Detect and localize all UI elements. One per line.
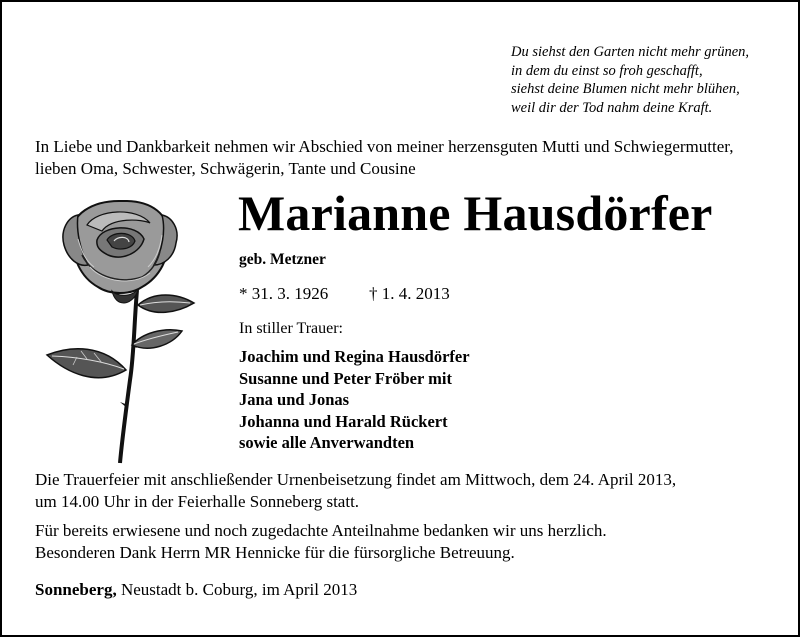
life-dates	[239, 284, 450, 304]
funeral-info	[35, 469, 780, 513]
death-date: † 1. 4. 2013	[369, 284, 450, 303]
poem-line: weil dir der Tod nahm deine Kraft.	[511, 99, 713, 116]
mourner-entry: Jana und Jonas	[239, 390, 350, 409]
mourner-entry: Susanne und Peter Fröber mit	[239, 368, 452, 388]
mourner-entry: Johanna und Harald Rückert	[239, 411, 448, 431]
place-date-line	[35, 580, 357, 600]
mourner-entry: sowie alle Anverwandten	[239, 433, 415, 452]
thanks-line: Besonderen Dank Herrn MR Hennicke für die fürsorgliche Betreuung.	[35, 543, 515, 562]
mourners-list	[239, 346, 470, 454]
intro-text	[35, 136, 780, 180]
intro-line: In Liebe und Dankbarkeit nehmen wir Abschied von meiner herzensguten Mutti und Schwiegermutter,	[35, 137, 734, 156]
poem-line: Du siehst den Garten nicht mehr grünen,	[511, 44, 750, 60]
deceased-name: Marianne Hausdörfer	[238, 185, 713, 241]
thanks-text	[35, 520, 780, 564]
footer-place: Sonneberg,	[35, 580, 117, 599]
funeral-line: um 14.00 Uhr in der Feierhalle Sonneberg statt.	[35, 492, 360, 511]
birth-name: geb. Metzner	[239, 251, 326, 268]
mourner-entry: Joachim und Regina Hausdörfer	[239, 347, 470, 366]
poem	[511, 43, 749, 117]
poem-line: siehst deine Blumen nicht mehr blühen,	[511, 81, 740, 97]
intro-line: lieben Oma, Schwester, Schwägerin, Tante und Cousine	[35, 159, 416, 178]
poem-line: in dem du einst so froh geschafft,	[511, 62, 703, 79]
birth-date: * 31. 3. 1926	[239, 284, 329, 303]
mourning-label: In stiller Trauer:	[239, 320, 343, 337]
footer-rest: Neustadt b. Coburg, im April 2013	[116, 580, 358, 599]
rose-icon	[42, 195, 202, 465]
funeral-line: Die Trauerfeier mit anschließender Urnenbeisetzung findet am Mittwoch, dem 24. April 2013,	[35, 470, 677, 489]
thanks-line: Für bereits erwiesene und noch zugedachte Anteilnahme bedanken wir uns herzlich.	[35, 521, 607, 540]
